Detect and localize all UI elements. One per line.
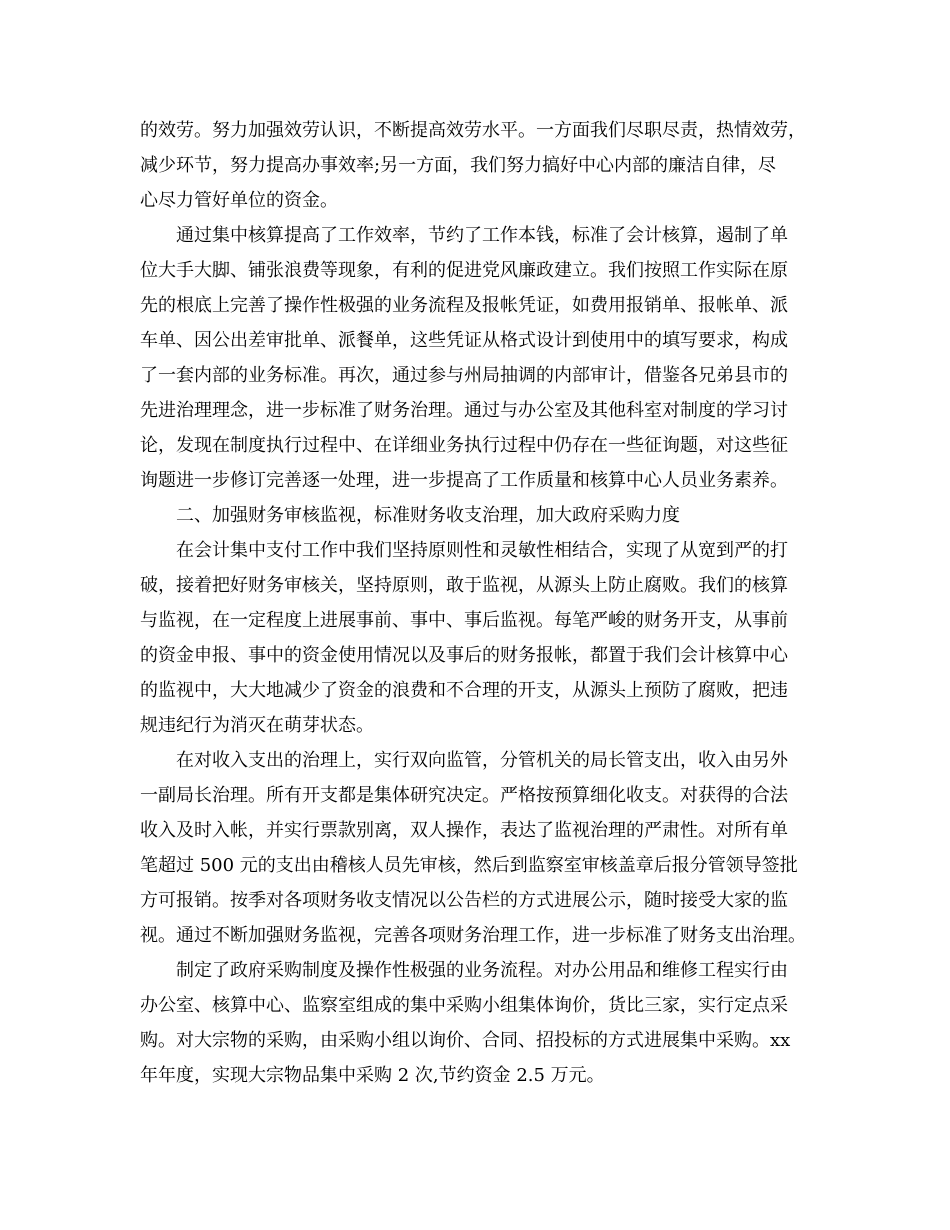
- text-line: 先的根底上完善了操作性极强的业务流程及报帐凭证，如费用报销单、报帐单、派: [140, 295, 788, 316]
- text-line: 在对收入支出的治理上，实行双向监管，分管机关的局长管支出，收入由另外: [176, 750, 788, 771]
- text-line: 询题进一步修订完善逐一处理，进一步提高了工作质量和核算中心人员业务素养。: [140, 470, 788, 491]
- text-line: 视。通过不断加强财务监视，完善各项财务治理工作，进一步标准了财务支出治理。: [140, 925, 806, 946]
- paragraph-1: [140, 113, 810, 218]
- text-line: 一副局长治理。所有开支都是集体研究决定。严格按预算细化收支。对获得的合法: [140, 785, 788, 806]
- paragraph-5: [140, 953, 810, 1093]
- text-line: 的资金申报、事中的资金使用情况以及事后的财务报帐，都置于我们会计核算中心: [140, 645, 788, 666]
- text-line: 车单、因公出差审批单、派餐单，这些凭证从格式设计到使用中的填写要求，构成: [140, 330, 788, 351]
- text-line: 购。对大宗物的采购，由采购小组以询价、合同、招投标的方式进展集中采购。xx: [140, 1030, 791, 1051]
- text-line: 办公室、核算中心、监察室组成的集中采购小组集体询价，货比三家，实行定点采: [140, 995, 788, 1016]
- section-heading: [140, 498, 810, 533]
- paragraph-4: [140, 743, 810, 953]
- text-line: 了一套内部的业务标准。再次，通过参与州局抽调的内部审计，借鉴各兄弟县市的: [140, 365, 788, 386]
- text-line: 心尽力管好单位的资金。: [140, 190, 338, 211]
- text-line: 的效劳。努力加强效劳认识，不断提高效劳水平。一方面我们尽职尽责，热情效劳，: [140, 120, 806, 141]
- text-line: 与监视，在一定程度上进展事前、事中、事后监视。每笔严峻的财务开支，从事前: [140, 610, 788, 631]
- paragraph-2: [140, 218, 810, 498]
- text-line: 减少环节，努力提高办事效率;另一方面，我们努力搞好中心内部的廉洁自律，尽: [140, 155, 777, 176]
- text-line: 论，发现在制度执行过程中、在详细业务执行过程中仍存在一些征询题，对这些征: [140, 435, 788, 456]
- text-line: 年年度，实现大宗物品集中采购 2 次,节约资金 2.5 万元。: [140, 1065, 605, 1086]
- text-line: 规违纪行为消灭在萌芽状态。: [140, 715, 374, 736]
- text-line: 收入及时入帐，并实行票款别离，双人操作，表达了监视治理的严肃性。对所有单: [140, 820, 788, 841]
- text-line: 位大手大脚、铺张浪费等现象，有利的促进党风廉政建立。我们按照工作实际在原: [140, 260, 788, 281]
- text-line: 方可报销。按季对各项财务收支情况以公告栏的方式进展公示，随时接受大家的监: [140, 890, 788, 911]
- text-line: 制定了政府采购制度及操作性极强的业务流程。对办公用品和维修工程实行由: [176, 960, 788, 981]
- text-line: 先进治理理念，进一步标准了财务治理。通过与办公室及其他科室对制度的学习讨: [140, 400, 788, 421]
- paragraph-3: [140, 533, 810, 743]
- heading-line: 二、加强财务审核监视，标准财务收支治理，加大政府采购力度: [176, 505, 680, 526]
- document-body: [140, 113, 810, 1093]
- text-line: 在会计集中支付工作中我们坚持原则性和灵敏性相结合，实现了从宽到严的打: [176, 540, 788, 561]
- text-line: 破，接着把好财务审核关，坚持原则，敢于监视，从源头上防止腐败。我们的核算: [140, 575, 788, 596]
- text-line: 笔超过 500 元的支出由稽核人员先审核，然后到监察室审核盖章后报分管领导签批: [140, 855, 798, 876]
- text-line: 的监视中，大大地减少了资金的浪费和不合理的开支，从源头上预防了腐败，把违: [140, 680, 788, 701]
- text-line: 通过集中核算提高了工作效率，节约了工作本钱，标准了会计核算，遏制了单: [176, 225, 788, 246]
